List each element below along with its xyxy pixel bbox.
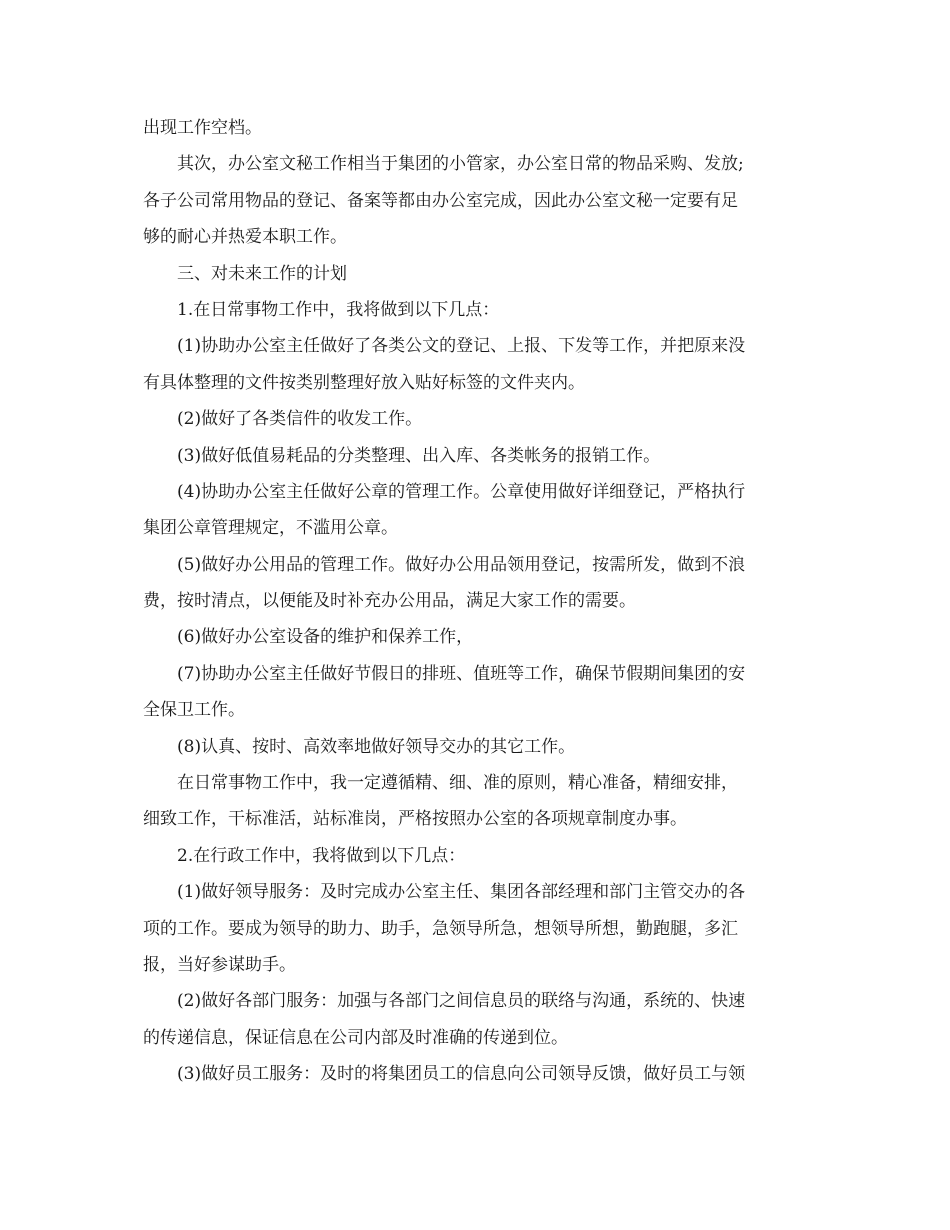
paragraph-line: 细致工作，干标准活，站标准岗，严格按照办公室的各项规章制度办事。 [143,809,687,830]
paragraph [143,474,811,547]
paragraph-line: 报，当好参谋助手。 [143,954,296,975]
paragraph [143,110,811,146]
paragraph [143,328,811,401]
paragraph-line: 有具体整理的文件按类别整理好放入贴好标签的文件夹内。 [143,372,585,393]
paragraph [143,146,811,255]
paragraph [143,438,811,474]
paragraph-line: 其次，办公室文秘工作相当于集团的小管家，办公室日常的物品采购、发放; [177,154,744,175]
paragraph [143,401,811,437]
paragraph-line: 1.在日常事物工作中，我将做到以下几点： [177,299,500,320]
paragraph [143,874,811,983]
paragraph [143,838,811,874]
paragraph [143,765,811,838]
paragraph [143,983,811,1056]
paragraph-line: (3)做好低值易耗品的分类整理、出入库、各类帐务的报销工作。 [177,445,661,466]
paragraph-line: 2.在行政工作中，我将做到以下几点： [177,845,466,866]
paragraph-line: 三、对未来工作的计划 [177,263,347,284]
paragraph-line: 出现工作空档。 [143,118,262,138]
paragraph [143,729,811,765]
paragraph-line: (1)协助办公室主任做好了各类公文的登记、上报、下发等工作，并把原来没 [177,336,746,357]
paragraph-line: (3)做好员工服务：及时的将集团员工的信息向公司领导反馈，做好员工与领 [177,1064,746,1085]
paragraph [143,656,811,729]
paragraph-line: (1)做好领导服务：及时完成办公室主任、集团各部经理和部门主管交办的各 [177,882,746,903]
paragraph-line: 集团公章管理规定，不滥用公章。 [143,518,398,539]
paragraph-line: 的传递信息，保证信息在公司内部及时准确的传递到位。 [143,1027,568,1048]
paragraph [143,619,811,655]
paragraph-line: 费，按时清点，以便能及时补充办公用品，满足大家工作的需要。 [143,591,636,612]
paragraph-line: 够的耐心并热爱本职工作。 [143,227,347,248]
paragraph [143,256,811,292]
paragraph-line: (8)认真、按时、高效率地做好领导交办的其它工作。 [177,736,576,757]
paragraph-line: 项的工作。要成为领导的助力、助手，急领导所急，想领导所想，勤跑腿，多汇 [143,918,738,939]
paragraph-line: (2)做好各部门服务：加强与各部门之间信息员的联络与沟通，系统的、快速 [177,991,746,1012]
paragraph [143,547,811,620]
paragraph-line: (5)做好办公用品的管理工作。做好办公用品领用登记，按需所发，做到不浪 [177,554,746,575]
paragraph-line: (6)做好办公室设备的维护和保养工作， [177,627,474,648]
paragraph-line: (2)做好了各类信件的收发工作。 [177,409,423,430]
document-body [143,110,811,1093]
paragraph-line: (4)协助办公室主任做好公章的管理工作。公章使用做好详细登记，严格执行 [177,481,746,502]
paragraph-line: 在日常事物工作中，我一定遵循精、细、准的原则，精心准备，精细安排， [177,773,738,794]
paragraph-line: (7)协助办公室主任做好节假日的排班、值班等工作，确保节假期间集团的安 [177,663,746,684]
paragraph-line: 全保卫工作。 [143,700,245,721]
paragraph [143,1056,811,1092]
paragraph-line: 各子公司常用物品的登记、备案等都由办公室完成，因此办公室文秘一定要有足 [143,190,738,211]
paragraph [143,292,811,328]
